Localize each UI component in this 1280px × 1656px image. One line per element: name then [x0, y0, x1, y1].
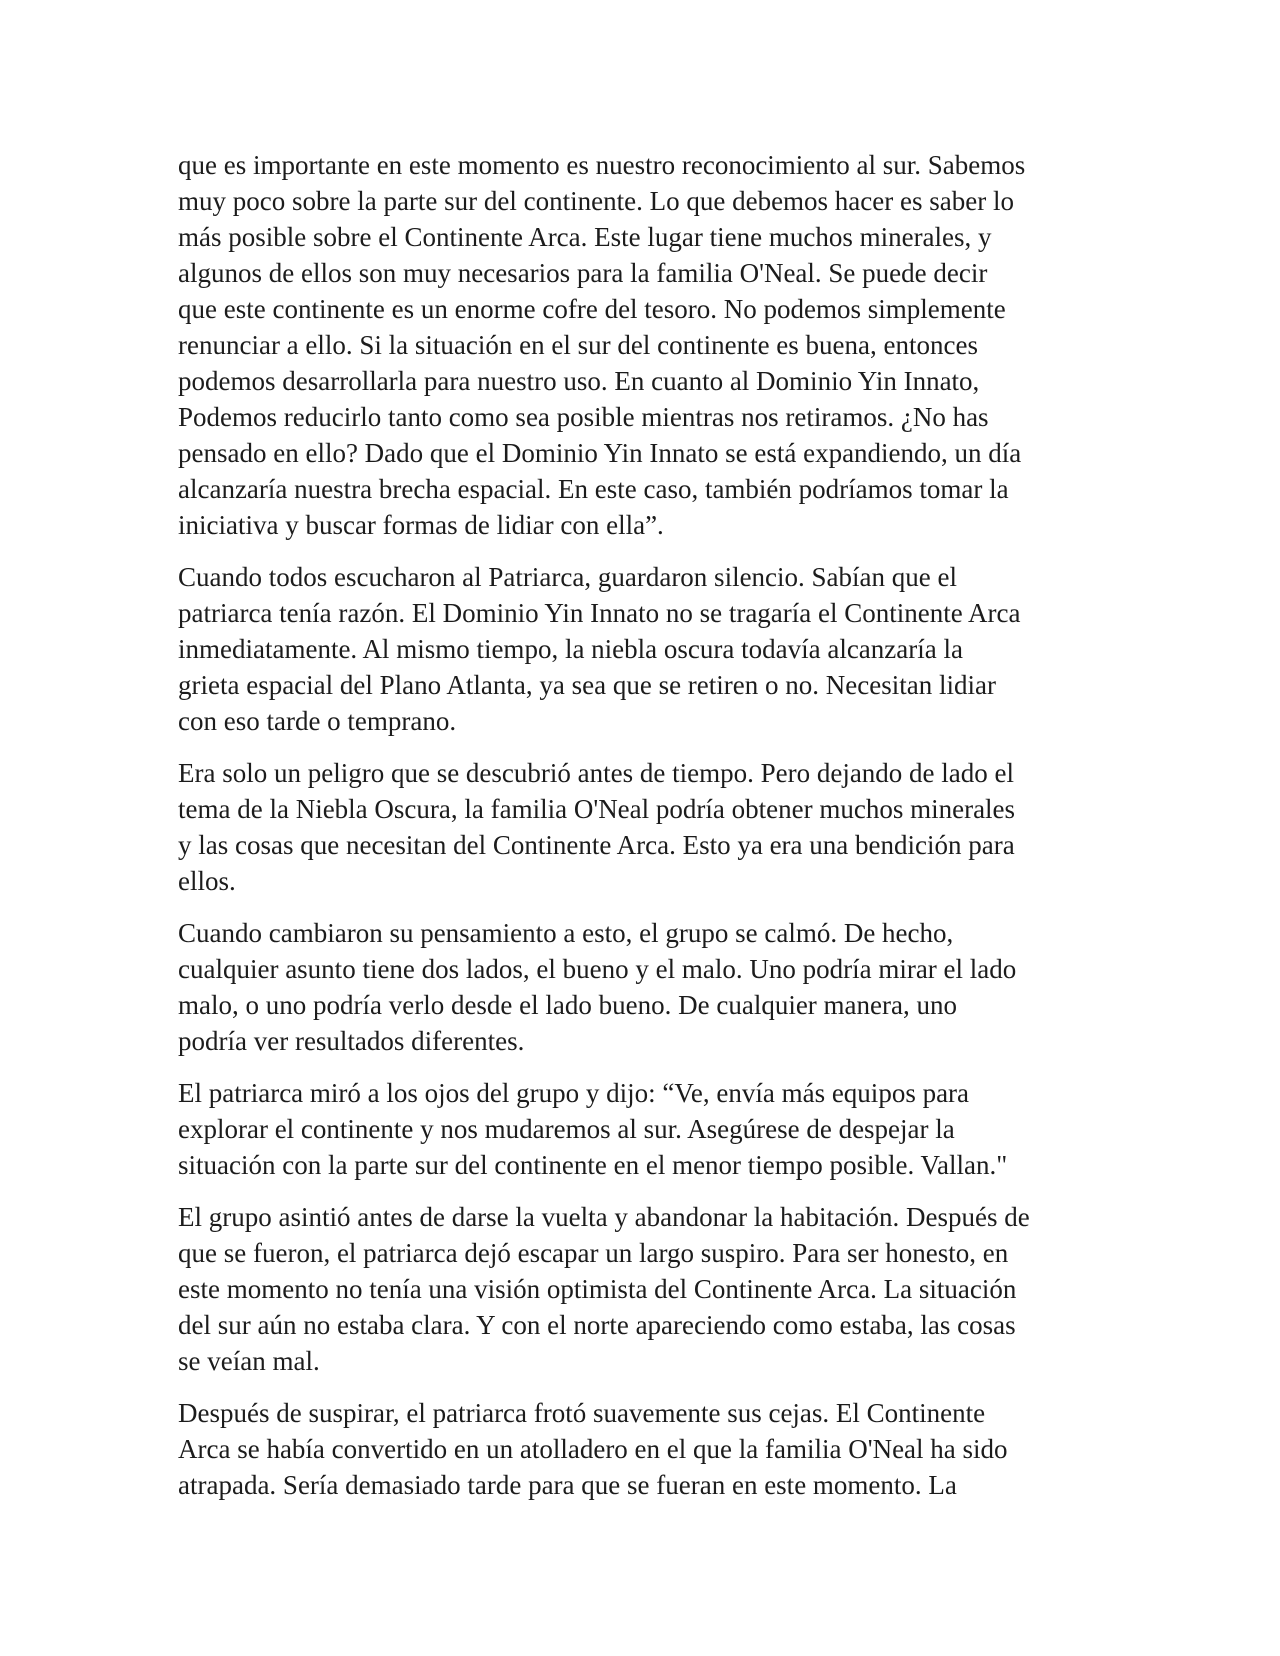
text-line: atrapada. Sería demasiado tarde para que se fueran en este momento. La: [178, 1470, 957, 1500]
text-line: iniciativa y buscar formas de lidiar con ella”.: [178, 510, 664, 540]
text-line: Cuando todos escucharon al Patriarca, guardaron silencio. Sabían que el: [178, 562, 957, 592]
text-line: Cuando cambiaron su pensamiento a esto, el grupo se calmó. De hecho,: [178, 918, 954, 948]
text-line: muy poco sobre la parte sur del continente. Lo que debemos hacer es saber lo: [178, 186, 1014, 216]
paragraph: [178, 559, 1118, 739]
paragraph: [178, 1395, 1118, 1503]
text-line: que es importante en este momento es nuestro reconocimiento al sur. Sabemos: [178, 150, 1026, 180]
paragraph: [178, 1199, 1118, 1379]
text-line: con eso tarde o temprano.: [178, 706, 457, 736]
text-line: algunos de ellos son muy necesarios para la familia O'Neal. Se puede decir: [178, 258, 988, 288]
text-line: El patriarca miró a los ojos del grupo y dijo: “Ve, envía más equipos para: [178, 1078, 970, 1108]
text-line: del sur aún no estaba clara. Y con el norte apareciendo como estaba, las cosas: [178, 1310, 1016, 1340]
text-line: malo, o uno podría verlo desde el lado bueno. De cualquier manera, uno: [178, 990, 957, 1020]
text-line: inmediatamente. Al mismo tiempo, la niebla oscura todavía alcanzaría la: [178, 634, 963, 664]
text-line: explorar el continente y nos mudaremos al sur. Asegúrese de despejar la: [178, 1114, 955, 1144]
paragraph: [178, 147, 1118, 543]
text-line: situación con la parte sur del continente en el menor tiempo posible. Vallan.": [178, 1150, 1008, 1180]
text-line: este momento no tenía una visión optimista del Continente Arca. La situación: [178, 1274, 1017, 1304]
text-line: renunciar a ello. Si la situación en el sur del continente es buena, entonces: [178, 330, 978, 360]
text-line: podría ver resultados diferentes.: [178, 1026, 525, 1056]
text-line: que se fueron, el patriarca dejó escapar un largo suspiro. Para ser honesto, en: [178, 1238, 1009, 1268]
text-line: patriarca tenía razón. El Dominio Yin Innato no se tragaría el Continente Arca: [178, 598, 1021, 628]
body-text: [178, 147, 1118, 1519]
text-line: cualquier asunto tiene dos lados, el bueno y el malo. Uno podría mirar el lado: [178, 954, 1017, 984]
text-line: Podemos reducirlo tanto como sea posible mientras nos retiramos. ¿No has: [178, 402, 989, 432]
text-line: Después de suspirar, el patriarca frotó suavemente sus cejas. El Continente: [178, 1398, 986, 1428]
text-line: más posible sobre el Continente Arca. Este lugar tiene muchos minerales, y: [178, 222, 992, 252]
text-line: Era solo un peligro que se descubrió antes de tiempo. Pero dejando de lado el: [178, 758, 1015, 788]
text-line: y las cosas que necesitan del Continente Arca. Esto ya era una bendición para: [178, 830, 1015, 860]
text-line: podemos desarrollarla para nuestro uso. En cuanto al Dominio Yin Innato,: [178, 366, 980, 396]
text-line: El grupo asintió antes de darse la vuelta y abandonar la habitación. Después de: [178, 1202, 1030, 1232]
text-line: tema de la Niebla Oscura, la familia O'Neal podría obtener muchos minerales: [178, 794, 1016, 824]
paragraph: [178, 915, 1118, 1059]
text-line: Arca se había convertido en un atolladero en el que la familia O'Neal ha sido: [178, 1434, 1008, 1464]
text-line: grieta espacial del Plano Atlanta, ya sea que se retiren o no. Necesitan lidiar: [178, 670, 996, 700]
paragraph: [178, 1075, 1118, 1183]
text-line: ellos.: [178, 866, 236, 896]
text-line: se veían mal.: [178, 1346, 320, 1376]
paragraph: [178, 755, 1118, 899]
text-line: pensado en ello? Dado que el Dominio Yin Innato se está expandiendo, un día: [178, 438, 1022, 468]
text-line: alcanzaría nuestra brecha espacial. En este caso, también podríamos tomar la: [178, 474, 1009, 504]
text-line: que este continente es un enorme cofre del tesoro. No podemos simplemente: [178, 294, 1006, 324]
